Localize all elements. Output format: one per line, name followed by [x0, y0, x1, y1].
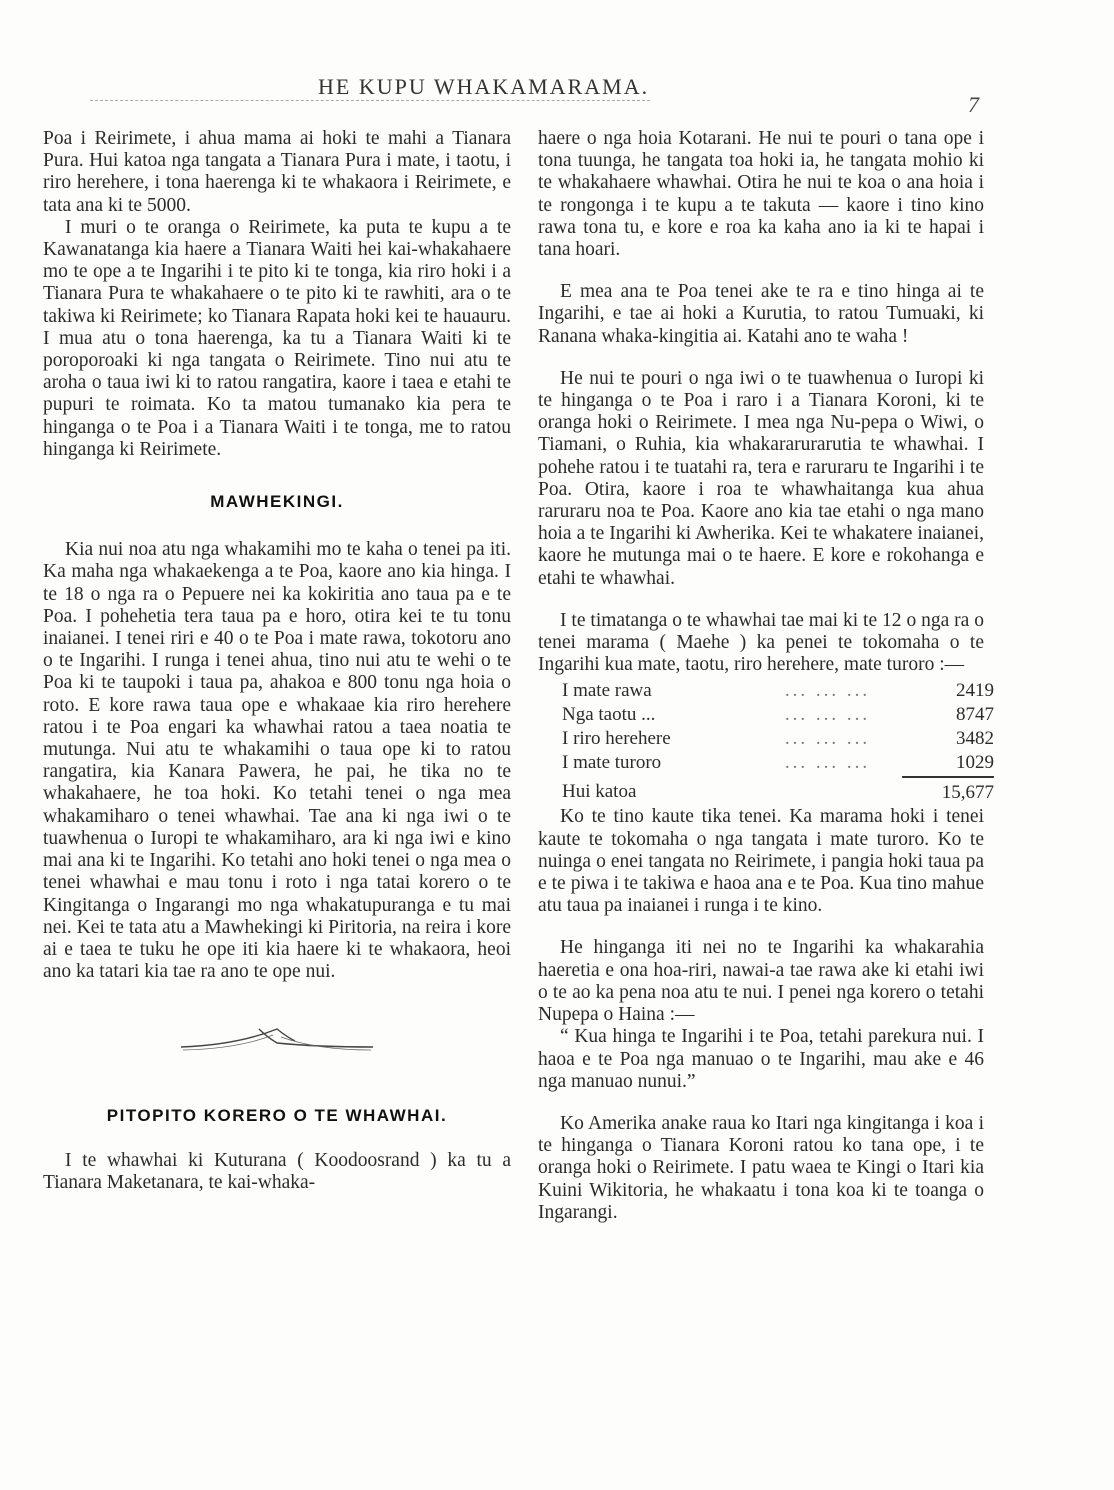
table-row-value: 8747	[956, 704, 994, 726]
page-number: 7	[968, 92, 979, 117]
right-paragraph-7: “ Kua hinga te Ingarihi i te Poa, tetahi parekura nui. I haoa e te Poa nga manuao o te Ingarihi, mau ake e 46 nga manuao nunui.”	[538, 1026, 984, 1092]
ornament-divider	[177, 1023, 377, 1057]
table-row-value: 2419	[956, 680, 994, 702]
table-row	[562, 680, 994, 704]
table-row-label: Nga taotu ...	[562, 704, 656, 726]
left-paragraph-4: I te whawhai ki Kuturana ( Koodoosrand ) ka tu a Tianara Maketanara, te kai-whaka-	[43, 1149, 511, 1193]
left-paragraph-2: I muri o te oranga o Reirimete, ka puta te kupu a te Kawanatanga kia haere a Tianara Waiti hei kai-whakahaere mo te ope a te Ingarihi i te pito ki te tonga, kia riro hoki i a Tianara Pura te whakahaere o te pito ki te rawhiti, ara o te takiwa ki Reirimete; ko Tianara Rapata hoki kei te hauauru. I mua atu o tona haerenga, ka tu a Tianara Waiti ki te poroporoaki ki nga tangata o Reirimete. Tino nui atu te aroha o taua iwi ki to ratou rangatira, kaore i taea e etahi te pupuri te roimata. Ko ta matou tumanako kia pera te hinganga o te Poa i a Tianara Waiti i te tonga, me to ratou hinganga ki Reirimete.	[43, 216, 511, 460]
table-total-row	[562, 777, 994, 806]
table-row-value: 1029	[956, 752, 994, 774]
table-row-dots: ... ... ...	[784, 680, 871, 702]
right-paragraph-2: E mea ana te Poa tenei ake te ra e tino hinga ai te Ingarihi, e tae ai hoki a Kurutia, to ratou Tumuaki, ki Ranana whaka-kingitia ai. Katahi ano te waha !	[538, 281, 984, 347]
table-row-label: I mate turoro	[562, 752, 662, 774]
right-column	[538, 128, 994, 1224]
right-paragraph-6: He hinganga iti nei no te Ingarihi ka whakarahia haeretia e ona hoa-riri, nawai-a tae rawa ake ki etahi iwi o te ao ka pena noa atu te nui. I penei nga korero o tetahi Nupepa o Haina :—	[538, 937, 984, 1026]
table-row	[562, 704, 994, 728]
section-title-pitopito: PITOPITO KORERO O TE WHAWHAI.	[106, 1106, 448, 1126]
table-total-label: Hui katoa	[562, 781, 637, 803]
left-paragraph-1: Poa i Reirimete, i ahua mama ai hoki te mahi a Tianara Pura. Hui katoa nga tangata a Tianara Pura i mate, i taotu, i riro herehere, i tona haerenga ki te whakaora i Reirimete, e tata ana ki te 5000.	[43, 128, 511, 216]
right-paragraph-1: haere o nga hoia Kotarani. He nui te pouri o tana ope i tona tuunga, he tangata toa hoki ia, he tangata mohio ki te whakahaere whawhai. Otira he nui te koa o ana hoia i te rongonga i te kupu a te takuta — kaore i tino kino rawa tona tu, e kore e roa ka kaha ano ia ki te hapai i tana hoari.	[538, 128, 984, 261]
left-paragraph-3: Kia nui noa atu nga whakamihi mo te kaha o tenei pa iti. Ka maha nga whakaekenga a te Poa, kaore ano kia hinga. I te 18 o nga ra o Pepuere nei ka kokiritia ano taua pa e te Poa. I pohehetia tera taua pa e horo, otira kei te tu tonu inaianei. I tenei riri e 40 o te Poa i mate rawa, tokotoru ano o te Ingarihi. I runga i tenei ahua, tino nui atu te wehi o te Poa ki te taupoki i taua pa, ahakoa e 800 tonu nga hoia o roto. E kore rawa taua ope e whakaae kia riro herehere ratou i te Poa engari ka whawhai ratou a taea noatia te mutunga. Nui atu te whakamihi o taua ope ki to ratou rangatira, kia Kanara Pawera, he pai, he tika no te whakahaere, he toa hoki. Ko tetahi tenei o nga mea whakamiharo o tenei whawhai. Tae ana ki nga iwi o te tuawhenua o Iuropi te whakamiharo, ara ki nga iwi e kino mai ana ki te Ingarihi. Ko tetahi ano hoki tenei o nga mea o tenei whawhai e mau tonu i roto i nga tatai korero o te Kingitanga o Ingarangi mo nga whakatupuranga e tu mai nei. Kei te tata atu a Mawhekingi ki Piritoria, na reira i kore ai e taea te tuku he ope iti kia haere ki te whakaora, heoi ano ka tatari kia tae ra ano te ope nui.	[43, 539, 511, 983]
table-row-dots: ... ... ...	[784, 728, 871, 750]
casualty-table	[562, 680, 994, 806]
right-paragraph-8: Ko Amerika anake raua ko Itari nga kingitanga i koa i te hinganga o Tianara Koroni ratou ko tana ope, i te oranga hoki o Reirimete. I patu waea te Kingi o Itari kia Kuini Wikitoria, he whakaatu i tona koa ki te toanga o Ingarangi.	[538, 1112, 984, 1223]
table-row	[562, 752, 994, 777]
table-row	[562, 728, 994, 752]
right-paragraph-4: I te timatanga o te whawhai tae mai ki te 12 o nga ra o tenei marama ( Maehe ) ka penei te tokomaha o te Ingarihi kua mate, taotu, riro herehere, mate turoro :—	[538, 609, 984, 676]
left-column	[43, 128, 511, 1194]
page-header	[80, 74, 680, 104]
table-row-dots: ... ... ...	[784, 704, 871, 726]
table-row-label: I riro herehere	[562, 728, 671, 750]
running-title: HE KUPU WHAKAMARAMA.	[318, 74, 650, 99]
table-total-value: 15,677	[902, 777, 994, 806]
right-paragraph-5: Ko te tino kaute tika tenei. Ka marama hoki i tenei kaute te tokomaha o nga tangata i mate turoro. Ko te nuinga o enei tangata no Reirimete, i pangia hoki taua pa e te piwa i te takiwa e haoa ana e te Poa. Kua tino mahue atu taua pa inaianei i runga i te kino.	[538, 806, 984, 917]
table-row-value: 3482	[956, 728, 994, 750]
right-paragraph-3: He nui te pouri o nga iwi o te tuawhenua o Iuropi ki te hinganga o te Poa i raro i a Tianara Koroni, ki te oranga hoki o Reirimete. I mea nga Nu-pepa o Wiwi, o Tiamani, o Ruhia, kia whakararurarutia te whawhai. I pohehe ratou i te tuatahi ra, tera e raruraru te Ingarihi i te Poa. Otira, kaore i roa te whawhaitanga kua ahua raruraru noa te Poa. Kaore ano kia tae etahi o nga mano hoia a te Ingarihi ki Awherika. Kei te whakatere inaianei, kaore he mutunga mai o te haere. E kore e rokohanga e etahi te whawhai.	[538, 367, 984, 589]
table-row-dots: ... ... ...	[784, 752, 871, 774]
table-row-label: I mate rawa	[562, 680, 652, 702]
section-title-mawhekingi: MAWHEKINGI.	[210, 492, 344, 512]
header-rule	[90, 100, 650, 101]
